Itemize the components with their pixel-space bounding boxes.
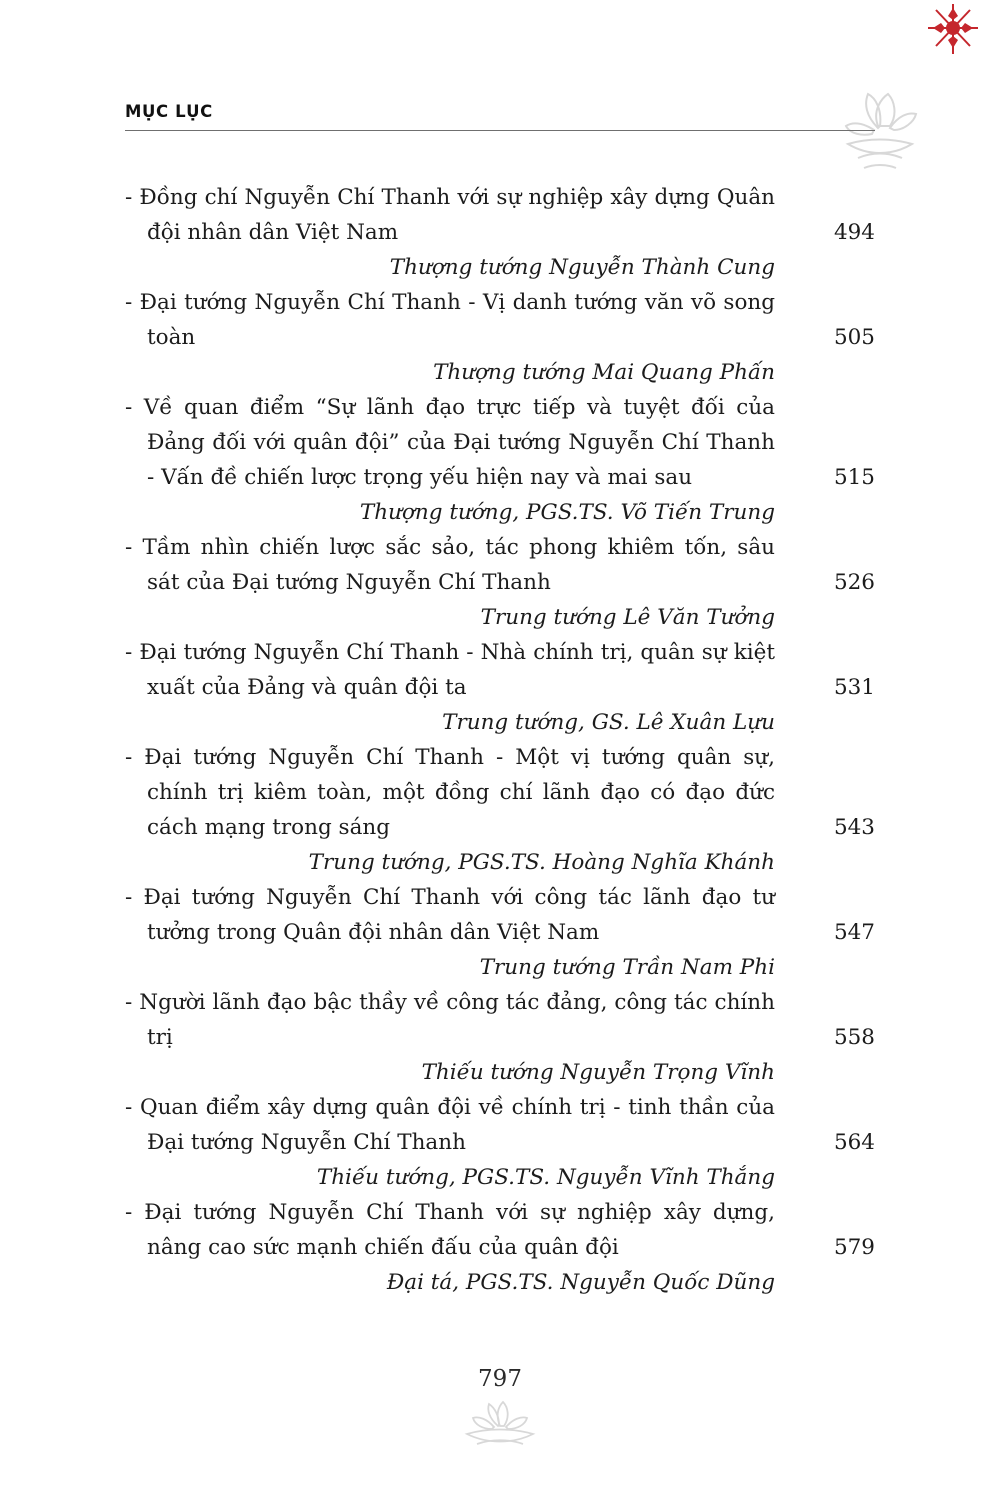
toc-entry-row [125,740,875,845]
toc-entry-page: 543 [833,815,875,840]
toc-entry [125,740,875,880]
toc-entry-author: Trung tướng Trần Nam Phi [479,955,775,980]
toc-entry-page: 547 [833,920,875,945]
toc-entry-row [125,180,875,250]
emblem-icon [924,2,982,58]
toc-entry [125,180,875,285]
toc-entry [125,880,875,985]
toc-entry-row [125,530,875,600]
toc-entry-author: Thượng tướng Mai Quang Phấn [433,360,775,385]
toc-entry-row [125,880,875,950]
toc-entry [125,1195,875,1300]
toc-entry-title: - Về quan điểm “Sự lãnh đạo trực tiếp và tuyệt đối của Đảng đối với quân đội” của Đại tướng Nguyễn Chí Thanh - Vấn đề chiến lược trọng yếu hiện nay và mai sau [125,395,775,490]
toc-entry-page: 531 [833,675,875,700]
toc-entry-author: Thượng tướng, PGS.TS. Võ Tiến Trung [359,500,775,525]
toc-entry-page: 579 [833,1235,875,1260]
toc-entry [125,530,875,635]
page-title: MỤC LỤC [125,102,213,121]
toc-entry-title: - Đại tướng Nguyễn Chí Thanh với sự nghiệp xây dựng, nâng cao sức mạnh chiến đấu của quân đội [125,1200,775,1260]
toc-entry [125,1090,875,1195]
toc-entry-title: - Đại tướng Nguyễn Chí Thanh - Vị danh tướng văn võ song toàn [125,290,775,350]
toc-entry-author: Trung tướng, GS. Lê Xuân Lựu [442,710,775,735]
toc-entry-author: Trung tướng, PGS.TS. Hoàng Nghĩa Khánh [308,850,775,875]
toc-entry-title: - Người lãnh đạo bậc thầy về công tác đảng, công tác chính trị [125,990,775,1050]
toc-entry-author: Thiếu tướng, PGS.TS. Nguyễn Vĩnh Thắng [316,1165,775,1190]
toc-entry-page: 505 [833,325,875,350]
footer-page-number: 797 [478,1366,522,1392]
toc-entry-title: - Đại tướng Nguyễn Chí Thanh - Một vị tướng quân sự, chính trị kiêm toàn, một đồng chí lãnh đạo có đạo đức cách mạng trong sáng [125,745,775,840]
toc-entry [125,635,875,740]
toc-entry-title: - Quan điểm xây dựng quân đội về chính trị - tinh thần của Đại tướng Nguyễn Chí Thanh [125,1095,775,1155]
lotus-watermark-icon [818,86,938,181]
toc-entry [125,285,875,390]
toc-entry [125,985,875,1090]
toc-entry-row [125,390,875,495]
toc-entry-page: 558 [833,1025,875,1050]
toc-entry-author: Thiếu tướng Nguyễn Trọng Vĩnh [421,1060,775,1085]
toc-entry-row [125,285,875,355]
toc-entry-title: - Tầm nhìn chiến lược sắc sảo, tác phong khiêm tốn, sâu sát của Đại tướng Nguyễn Chí Thanh [125,535,775,595]
toc-entry-title: - Đại tướng Nguyễn Chí Thanh với công tác lãnh đạo tư tưởng trong Quân đội nhân dân Việt Nam [125,885,775,945]
toc-entry-author: Thượng tướng Nguyễn Thành Cung [389,255,775,280]
toc-entry-page: 526 [833,570,875,595]
toc-entry [125,390,875,530]
toc-entry-page: 564 [833,1130,875,1155]
toc-entry-author: Đại tá, PGS.TS. Nguyễn Quốc Dũng [386,1270,775,1295]
footer-ornament-icon [453,1400,547,1452]
toc-entry-row [125,985,875,1055]
toc-entry-title: - Đồng chí Nguyễn Chí Thanh với sự nghiệp xây dựng Quân đội nhân dân Việt Nam [125,185,775,245]
table-of-contents [125,180,875,1300]
page-header [125,102,875,131]
toc-entry-page: 515 [833,465,875,490]
toc-entry-row [125,635,875,705]
toc-entry-author: Trung tướng Lê Văn Tưởng [480,605,775,630]
toc-entry-title: - Đại tướng Nguyễn Chí Thanh - Nhà chính trị, quân sự kiệt xuất của Đảng và quân đội ta [125,640,775,700]
toc-entry-page: 494 [833,220,875,245]
toc-entry-row [125,1195,875,1265]
toc-entry-row [125,1090,875,1160]
